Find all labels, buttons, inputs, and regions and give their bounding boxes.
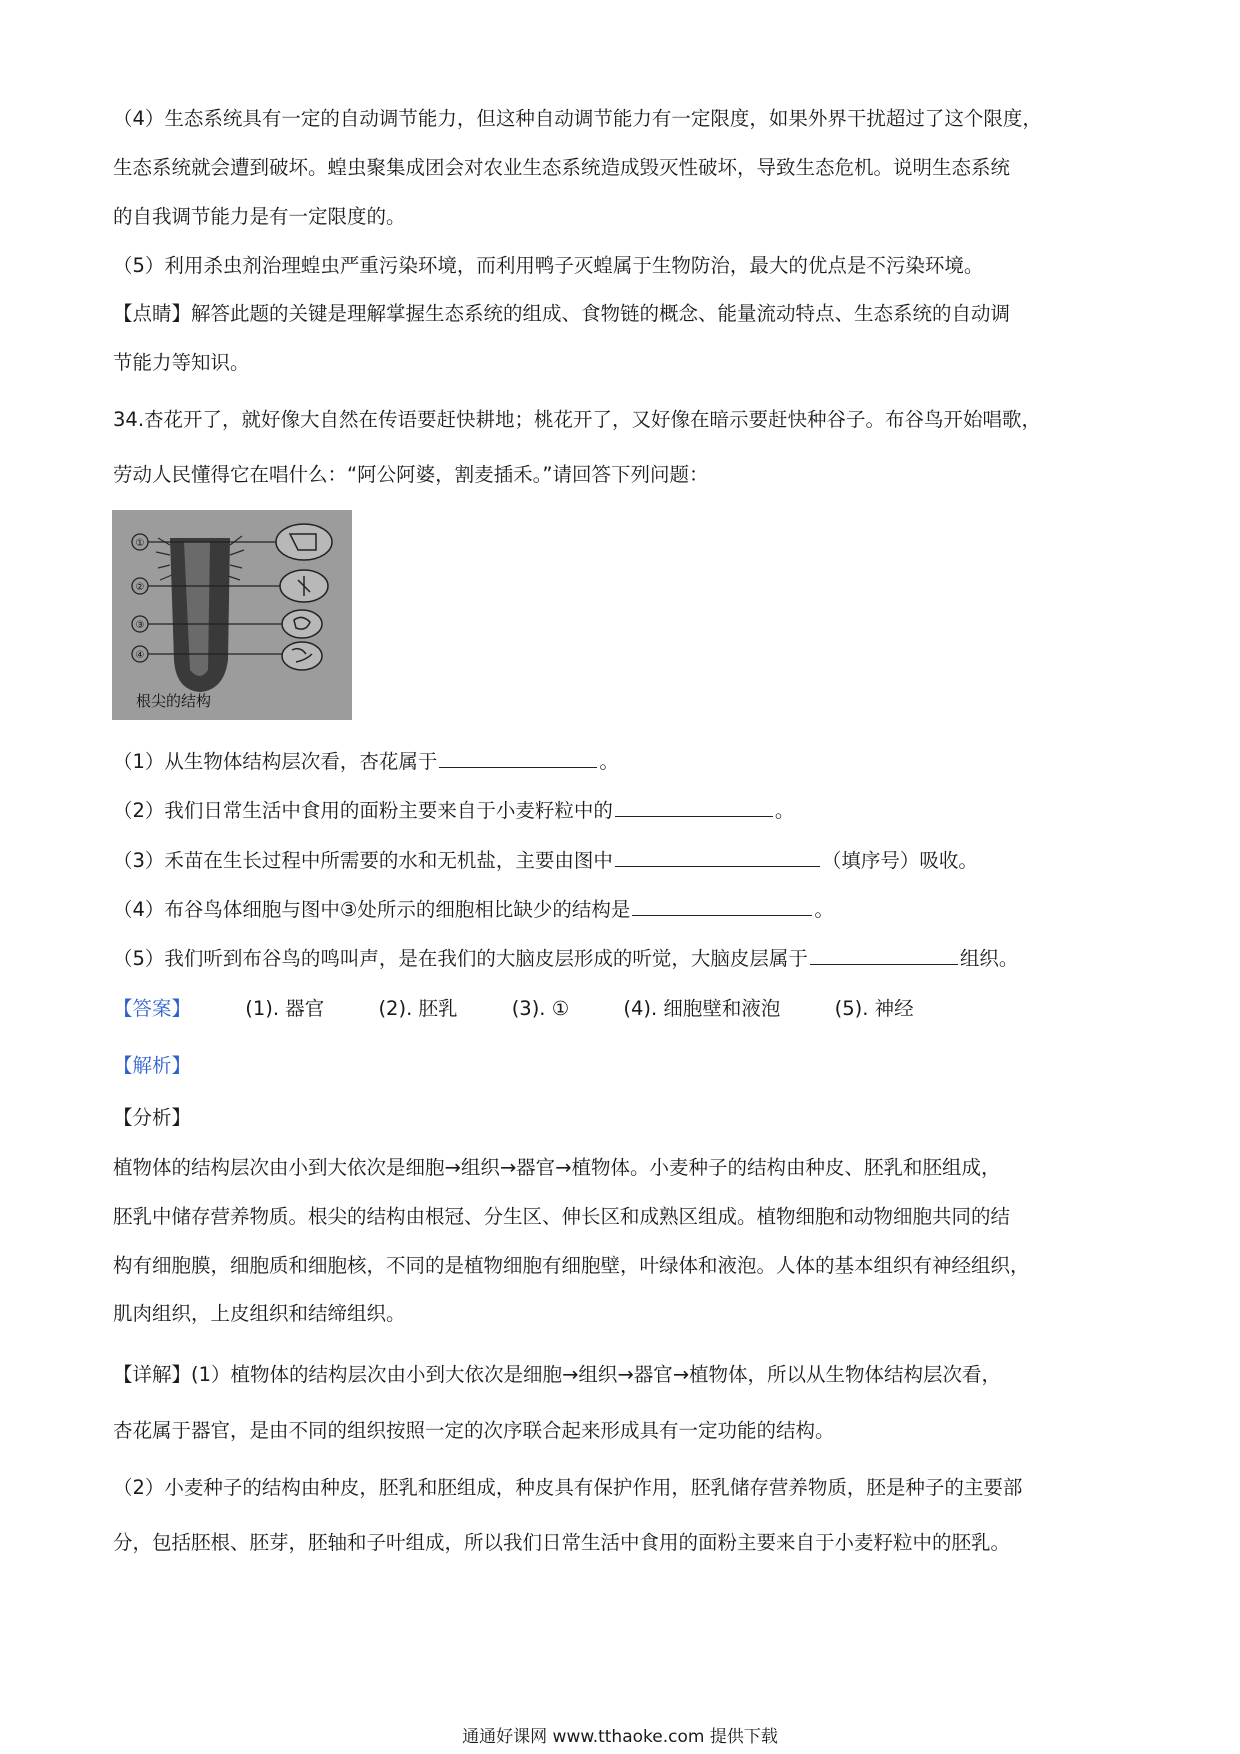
detail-line: （2）小麦种子的结构由种皮，胚乳和胚组成，种皮具有保护作用，胚乳储存营养物质，胚是种子的主要部 bbox=[113, 1476, 1023, 1499]
answer-item: (4). 细胞壁和液泡 bbox=[623, 997, 781, 1020]
question-2-text: （2）我们日常生活中食用的面粉主要来自于小麦籽粒中的 bbox=[113, 799, 613, 822]
question-3 bbox=[113, 846, 978, 874]
question-5 bbox=[113, 944, 1018, 972]
question-5-tail: 组织。 bbox=[959, 947, 1019, 970]
analysis-line: 构有细胞膜，细胞质和细胞核，不同的是植物细胞有细胞壁，叶绿体和液泡。人体的基本组织有神经组织， bbox=[113, 1254, 1030, 1277]
root-tip-figure bbox=[112, 510, 352, 720]
answer-item: (1). 器官 bbox=[245, 997, 325, 1020]
jiexi-label: 【解析】 bbox=[113, 1054, 192, 1077]
question-4-tail: 。 bbox=[814, 898, 834, 921]
text-line: 生态系统就会遭到破坏。蝗虫聚集成团会对农业生态系统造成毁灭性破坏，导致生态危机。说明生态系统 bbox=[113, 156, 1011, 179]
question-34-text: 劳动人民懂得它在唱什么：“阿公阿婆，割麦插禾。”请回答下列问题： bbox=[113, 463, 709, 486]
answer-blank-5[interactable] bbox=[810, 944, 958, 965]
text-line: （5）利用杀虫剂治理蝗虫严重污染环境，而利用鸭子灭蝗属于生物防治，最大的优点是不污染环境。 bbox=[113, 254, 984, 277]
detail-line: 分，包括胚根、胚芽，胚轴和子叶组成，所以我们日常生活中食用的面粉主要来自于小麦籽粒中的胚乳。 bbox=[113, 1531, 1011, 1554]
answer-item: (2). 胚乳 bbox=[378, 997, 458, 1020]
question-4-text: （4）布谷鸟体细胞与图中③处所示的细胞相比缺少的结构是 bbox=[113, 898, 631, 921]
detail-line: 杏花属于器官，是由不同的组织按照一定的次序联合起来形成具有一定功能的结构。 bbox=[113, 1419, 835, 1442]
figure-label-2: ② bbox=[135, 582, 145, 593]
question-34-text: 34.杏花开了，就好像大自然在传语要赶快耕地；桃花开了，又好像在暗示要赶快种谷子。布谷鸟开始唱歌， bbox=[113, 408, 1042, 431]
figure-label-3: ③ bbox=[135, 620, 145, 631]
dianjing-line: 【点睛】解答此题的关键是理解掌握生态系统的组成、食物链的概念、能量流动特点、生态系统的自动调 bbox=[113, 302, 1011, 325]
text-line: （4）生态系统具有一定的自动调节能力，但这种自动调节能力有一定限度，如果外界干扰超过了这个限度， bbox=[113, 107, 1042, 130]
footer-text: 通通好课网 www.tthaoke.com 提供下载 bbox=[462, 1727, 778, 1747]
question-1-tail: 。 bbox=[599, 750, 619, 773]
question-3-text: （3）禾苗在生长过程中所需要的水和无机盐，主要由图中 bbox=[113, 849, 613, 872]
figure-caption: 根尖的结构 bbox=[136, 692, 212, 710]
question-2-tail: 。 bbox=[774, 799, 795, 822]
analysis-line: 胚乳中储存营养物质。根尖的结构由根冠、分生区、伸长区和成熟区组成。植物细胞和动物细胞共同的结 bbox=[113, 1205, 1011, 1228]
question-5-text: （5）我们听到布谷鸟的鸣叫声，是在我们的大脑皮层形成的听觉，大脑皮层属于 bbox=[113, 947, 808, 970]
answer-label: 【答案】 bbox=[113, 997, 192, 1020]
answer-item: (5). 神经 bbox=[834, 997, 914, 1020]
detail-line: 【详解】(1）植物体的结构层次由小到大依次是细胞→组织→器官→植物体，所以从生物体结构层次看， bbox=[113, 1363, 1002, 1386]
answer-item: (3). ① bbox=[511, 997, 570, 1020]
answer-blank-1[interactable] bbox=[439, 747, 597, 768]
answer-row bbox=[113, 996, 962, 1022]
analysis-line: 肌肉组织，上皮组织和结缔组织。 bbox=[113, 1302, 406, 1325]
answer-blank-2[interactable] bbox=[615, 796, 773, 817]
question-3-tail: （填序号）吸收。 bbox=[821, 849, 978, 872]
answer-blank-3[interactable] bbox=[615, 846, 820, 867]
text-line: 的自我调节能力是有一定限度的。 bbox=[113, 205, 406, 228]
question-4 bbox=[113, 895, 834, 923]
figure-label-4: ④ bbox=[135, 650, 145, 661]
question-1 bbox=[113, 747, 619, 775]
analysis-line: 植物体的结构层次由小到大依次是细胞→组织→器官→植物体。小麦种子的结构由种皮、胚乳和胚组成， bbox=[113, 1156, 1001, 1179]
figure-label-1: ① bbox=[135, 538, 145, 549]
question-2 bbox=[113, 796, 794, 824]
question-1-text: （1）从生物体结构层次看，杏花属于 bbox=[113, 750, 438, 773]
answer-blank-4[interactable] bbox=[632, 895, 812, 916]
fenxi-label: 【分析】 bbox=[113, 1106, 192, 1129]
dianjing-line: 节能力等知识。 bbox=[113, 351, 250, 374]
